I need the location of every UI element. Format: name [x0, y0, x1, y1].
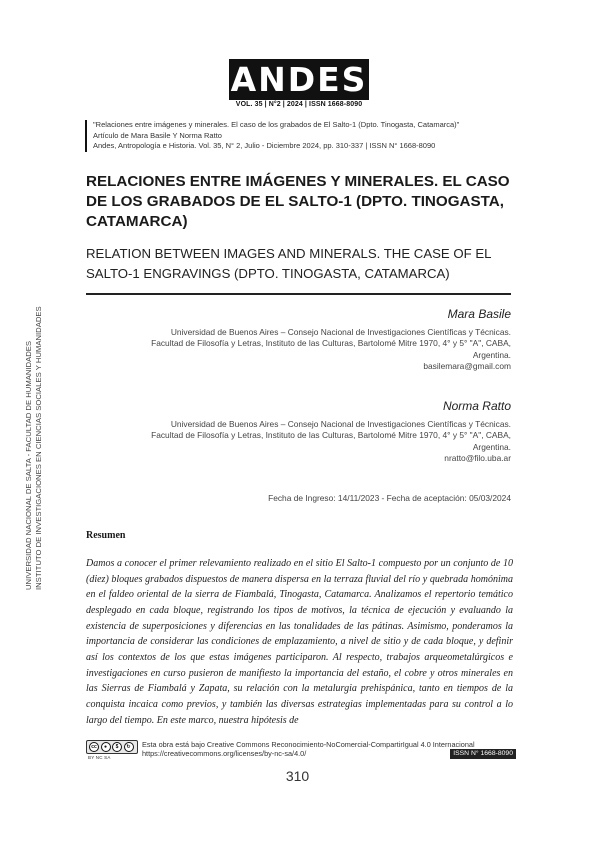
affil-line: Facultad de Filosofía y Letras, Instituto de las Culturas, Bartolomé Mitre 1970, 4° y 5° "A", CABA, [151, 338, 511, 349]
page-number: 310 [285, 768, 310, 784]
affil-line: Argentina. [472, 349, 511, 360]
affil-line: Argentina. [472, 441, 511, 452]
side-text-line: UNIVERSIDAD NACIONAL DE SALTA - FACULTAD DE HUMANIDADES [24, 340, 33, 590]
sharealike-icon: ↻ [124, 742, 134, 752]
author-affiliation-2 [71, 419, 511, 465]
citation-title: "Relaciones entre imágenes y minerales. El caso de los grabados de El Salto-1 (Dpto. Tinogasta, Catamarca)" [93, 120, 460, 129]
cc-icon: cc [89, 742, 99, 752]
side-text-line: INSTITUTO DE INVESTIGACIONES EN CIENCIAS SOCIALES Y HUMANIDADES [33, 306, 43, 590]
volume-line: VOL. 35 | N°2 | 2024 | ISSN 1668-8090 [235, 101, 363, 108]
title-divider [86, 293, 511, 295]
author-affiliation-1 [71, 327, 511, 373]
title-english: RELATION BETWEEN IMAGES AND MINERALS. THE CASE OF EL SALTO-1 ENGRAVINGS (DPTO. TINOGASTA, CATAMARCA) [86, 246, 491, 281]
citation-authors: Artículo de Mara Basile Y Norma Ratto [93, 130, 222, 140]
author-name-1: Mara Basile [447, 307, 511, 321]
license-footer [86, 740, 516, 764]
license-text [142, 740, 475, 758]
author-email-2[interactable]: nratto@filo.uba.ar [444, 453, 511, 464]
author-email-1[interactable]: basilemara@gmail.com [423, 361, 511, 372]
affil-line: Facultad de Filosofía y Letras, Instituto de las Culturas, Bartolomé Mitre 1970, 4° y 5° "A", CABA, [151, 430, 511, 441]
affil-line: Universidad de Buenos Aires – Consejo Nacional de Investigaciones Científicas y Técnicas. [170, 327, 511, 337]
submission-dates: Fecha de Ingreso: 14/11/2023 - Fecha de aceptación: 05/03/2024 [268, 493, 511, 503]
issn-tag: ISSN N° 1668-8090 [450, 749, 516, 759]
title-spanish: RELACIONES ENTRE IMÁGENES Y MINERALES. EL CASO DE LOS GRABADOS DE EL SALTO-1 (DPTO. TINOGASTA, CATAMARCA) [86, 173, 510, 230]
license-line: Esta obra está bajo Creative Commons Reconocimiento-NoComercial-CompartirIgual 4.0 Internacional [142, 740, 475, 749]
citation-reference: Andes, Antropología e Historia. Vol. 35, N° 2, Julio - Diciembre 2024, pp. 310-337 | ISSN N° 1668-8090 [93, 141, 436, 150]
cc-badge-label: BY NC SA [88, 755, 111, 760]
noncommercial-icon: $ [112, 742, 122, 752]
attribution-icon: ● [101, 742, 111, 752]
institution-side-text [24, 306, 44, 590]
citation-block [85, 120, 515, 152]
license-link[interactable]: https://creativecommons.org/licenses/by-nc-sa/4.0/ [142, 749, 307, 758]
affil-line: Universidad de Buenos Aires – Consejo Nacional de Investigaciones Científicas y Técnicas. [170, 419, 511, 429]
creative-commons-badge[interactable] [86, 740, 138, 754]
journal-logo: ANDES [230, 60, 368, 99]
abstract-heading: Resumen [86, 530, 126, 541]
author-name-2: Norma Ratto [442, 399, 511, 413]
abstract-body: Damos a conocer el primer relevamiento realizado en el sitio El Salto-1 compuesto por un conjunto de 10 (diez) bloques grabados dispuestos de manera dispersa en la terraza fluvial del río y quebrada homónima en el faldeo oriental de la sierra de Fiambalá, Tinogasta, Catamarca. Analizamos el repertorio temático desplegado en cada bloque, registrando los tipos de motivos, la técnica de ejecución y evaluando la existencia de superposiciones y diferencias en las tonalidades de las pátinas. Asimismo, ponderamos la importancia de considerar las condiciones de emplazamiento, a nivel de sitio y de cada bloque, y definir así los contextos de los que estas imágenes participaron. Al respecto, trabajos arqueometalúrgicos e investigaciones en curso pusieron de manifiesto la importancia del estaño, el cobre y otros minerales en las Sierras de Fiambalá y Zapata, su relación con la metalurgia prehispánica, tanto en tiempos de la conquista incaica como previos, y también las diversas estrategias implementadas para su control a lo largo del tiempo. En este marco, nuestra hipótesis de [86, 558, 513, 726]
